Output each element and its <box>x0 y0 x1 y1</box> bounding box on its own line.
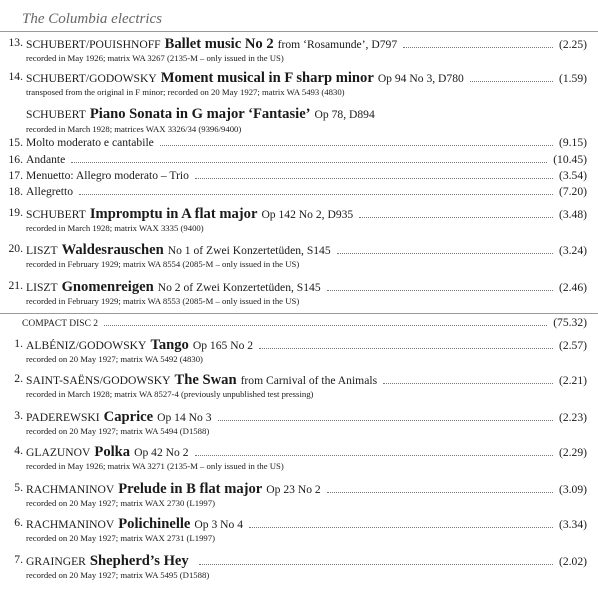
track-number: 19. <box>8 206 23 219</box>
dot-leader <box>249 527 553 528</box>
movement-row <box>0 185 598 205</box>
dot-leader <box>327 290 553 291</box>
page-header-title: The Columbia electrics <box>22 11 162 27</box>
track-line <box>26 553 587 570</box>
track-composer: LISZT <box>26 244 58 257</box>
track-duration: (2.57) <box>558 339 587 352</box>
disc-divider <box>0 313 598 314</box>
track-composer: RACHMANINOV <box>26 518 115 531</box>
track-duration: (3.24) <box>558 244 587 257</box>
track-title: The Swan <box>174 372 237 388</box>
disc-duration: (75.32) <box>553 316 587 329</box>
track-composer: LISZT <box>26 281 58 294</box>
dot-leader <box>383 383 553 384</box>
track-detail: No 2 of Zwei Konzertetüden, S145 <box>157 281 321 294</box>
recording-note: recorded on 20 May 1927; matrix WA 5494 (D1588) <box>26 426 210 436</box>
dot-leader <box>104 325 547 326</box>
track-duration: (3.09) <box>558 483 587 496</box>
dot-leader <box>327 492 553 493</box>
track-number: 2. <box>14 372 23 385</box>
movement-name: Molto moderato e cantabile <box>26 136 154 149</box>
track-title: Shepherd’s Hey <box>89 553 189 569</box>
track-title: Caprice <box>103 409 154 425</box>
track-detail: Op 42 No 2 <box>134 446 189 459</box>
track-number: 5. <box>14 481 23 494</box>
track-detail: Op 94 No 3, D780 <box>377 72 464 85</box>
movement-name: Menuetto: Allegro moderato – Trio <box>26 169 189 182</box>
track-line <box>26 279 587 296</box>
recording-note: recorded on 20 May 1927; matrix WA 5492 (4830) <box>26 354 203 364</box>
movement-line <box>26 169 587 182</box>
recording-note: recorded on 20 May 1927; matrix WAX 2730 (L1997) <box>26 498 215 508</box>
track-number: 4. <box>14 444 23 457</box>
track-title: Tango <box>150 337 189 353</box>
track-duration: (2.02) <box>558 555 587 568</box>
recording-note: recorded in March 1928; matrices WAX 3326/34 (9396/9400) <box>26 124 242 134</box>
track-line <box>26 70 587 87</box>
movement-name: Allegretto <box>26 185 74 198</box>
disc-label: COMPACT DISC 2 <box>22 319 99 329</box>
movement-name: Andante <box>26 153 66 166</box>
track-duration: (2.23) <box>558 411 587 424</box>
track-duration: (1.59) <box>558 72 587 85</box>
track-composer: SAINT-SAËNS/GODOWSKY <box>26 374 171 387</box>
dot-leader <box>71 162 547 163</box>
dot-leader <box>199 564 553 565</box>
recording-note: recorded in February 1929; matrix WA 8554 (2085-M – only issued in the US) <box>26 259 300 269</box>
track-title: Polichinelle <box>118 516 191 532</box>
track-line <box>26 516 587 533</box>
track-number: 1. <box>14 337 23 350</box>
movement-line <box>26 185 587 198</box>
dot-leader <box>218 420 553 421</box>
dot-leader <box>359 217 553 218</box>
track-title: Waldesrauschen <box>61 242 164 258</box>
dot-leader <box>403 47 553 48</box>
recording-note: recorded in May 1926; matrix WA 3271 (2135-M – only issued in the US) <box>26 461 284 471</box>
dot-leader <box>470 81 553 82</box>
track-title: Polka <box>94 444 131 460</box>
track-number: 20. <box>8 242 23 255</box>
track-composer: ALBÉNIZ/GODOWSKY <box>26 339 147 352</box>
track-number: 17. <box>8 169 23 182</box>
track-duration: (3.48) <box>558 208 587 221</box>
recording-note: recorded on 20 May 1927; matrix WA 5495 (D1588) <box>26 570 210 580</box>
track-number: 6. <box>14 516 23 529</box>
track-detail: Op 142 No 2, D935 <box>261 208 354 221</box>
header-rule <box>0 31 598 32</box>
track-line <box>26 106 587 123</box>
track-composer: SCHUBERT/GODOWSKY <box>26 72 157 85</box>
track-line <box>26 36 587 53</box>
recording-note: recorded in March 1928; matrix WAX 3335 (9400) <box>26 223 204 233</box>
track-number: 13. <box>8 36 23 49</box>
recording-note: recorded in March 1928; matrix WA 8527-4 (previously unpublished test pressing) <box>26 389 314 399</box>
track-title: Prelude in B flat major <box>118 481 263 497</box>
track-number: 21. <box>8 279 23 292</box>
track-composer: RACHMANINOV <box>26 483 115 496</box>
track-duration: (2.21) <box>558 374 587 387</box>
track-detail: Op 165 No 2 <box>192 339 254 352</box>
track-title: Ballet music No 2 <box>164 36 274 52</box>
track-number: 14. <box>8 70 23 83</box>
track-duration: (2.46) <box>558 281 587 294</box>
track-detail: from Carnival of the Animals <box>240 374 378 387</box>
track-composer: PADEREWSKI <box>26 411 100 424</box>
track-detail: No 1 of Zwei Konzertetüden, S145 <box>167 244 331 257</box>
dot-leader <box>337 253 553 254</box>
recording-note: recorded in February 1929; matrix WA 8553 (2085-M – only issued in the US) <box>26 296 300 306</box>
track-line <box>26 242 587 259</box>
track-duration: (7.20) <box>558 185 587 198</box>
dot-leader <box>160 145 553 146</box>
track-line <box>26 372 587 389</box>
disc2-header <box>0 316 598 336</box>
track-detail: Op 78, D894 <box>314 108 375 121</box>
track-duration: (9.15) <box>558 136 587 149</box>
track-duration: (10.45) <box>553 153 587 166</box>
track-duration: (3.54) <box>558 169 587 182</box>
recording-note: recorded on 20 May 1927; matrix WAX 2731 (L1997) <box>26 533 215 543</box>
track-detail: from ‘Rosamunde’, D797 <box>277 38 398 51</box>
track-composer: SCHUBERT <box>26 208 86 221</box>
track-composer: SCHUBERT <box>26 108 86 121</box>
track-line <box>26 444 587 461</box>
track-number: 18. <box>8 185 23 198</box>
movement-line <box>26 153 587 166</box>
track-composer: GLAZUNOV <box>26 446 91 459</box>
track-row <box>0 106 598 126</box>
dot-leader <box>195 455 553 456</box>
track-duration: (2.29) <box>558 446 587 459</box>
track-composer: SCHUBERT/POUISHNOFF <box>26 38 161 51</box>
track-number: 7. <box>14 553 23 566</box>
track-title: Piano Sonata in G major ‘Fantasie’ <box>89 106 311 122</box>
recording-note: recorded in May 1926; matrix WA 3267 (2135-M – only issued in the US) <box>26 53 284 63</box>
track-duration: (2.25) <box>558 38 587 51</box>
track-title: Moment musical in F sharp minor <box>160 70 374 86</box>
dot-leader <box>79 194 553 195</box>
track-line <box>26 409 587 426</box>
track-line <box>26 337 587 354</box>
track-detail: Op 14 No 3 <box>157 411 212 424</box>
track-number: 15. <box>8 136 23 149</box>
movement-line <box>26 136 587 149</box>
track-detail: Op 3 No 4 <box>194 518 244 531</box>
dot-leader <box>259 348 553 349</box>
track-number: 16. <box>8 153 23 166</box>
track-number: 3. <box>14 409 23 422</box>
track-title: Impromptu in A flat major <box>89 206 258 222</box>
track-line <box>26 481 587 498</box>
track-composer: GRAINGER <box>26 555 86 568</box>
track-line <box>26 206 587 223</box>
track-detail: Op 23 No 2 <box>266 483 321 496</box>
track-title: Gnomenreigen <box>61 279 154 295</box>
dot-leader <box>195 178 553 179</box>
track-duration: (3.34) <box>558 518 587 531</box>
recording-note: transposed from the original in F minor; recorded on 20 May 1927; matrix WA 5493 (4830) <box>26 87 345 97</box>
